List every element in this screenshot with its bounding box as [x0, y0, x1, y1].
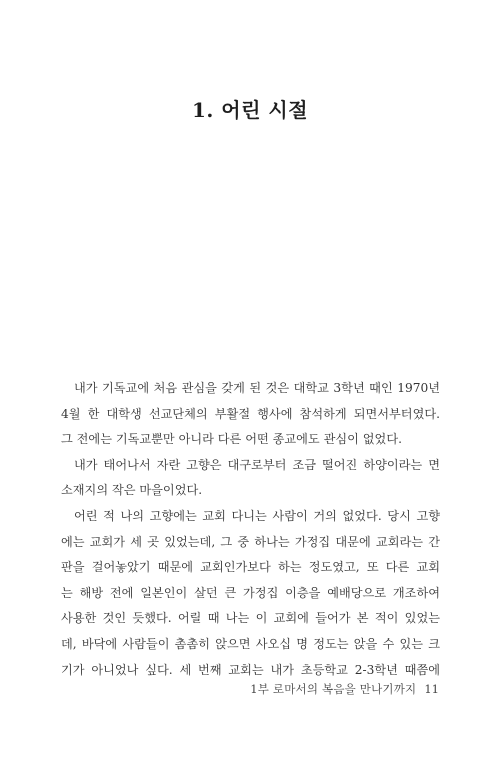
paragraph-line: 소재지의 작은 마을이었다. — [61, 483, 203, 498]
paragraph-line: 내가 기독교에 처음 관심을 갖게 된 것은 대학교 3학년 때인 1970년 — [74, 381, 440, 395]
page-number: 11 — [424, 682, 439, 696]
paragraph-line: 내가 태어나서 자란 고향은 대구로부터 조금 떨어진 하양이라는 면 — [74, 457, 440, 472]
paragraph-line: 판을 걸어놓았기 때문에 교회인가보다 하는 정도였고, 또 다른 교회 — [61, 560, 440, 575]
paragraph-line: 어린 적 나의 고향에는 교회 다니는 사람이 거의 없었다. 당시 고향 — [74, 508, 440, 523]
paragraph-line: 4월 한 대학생 선교단체의 부활절 행사에 참석하게 되면서부터였다. — [61, 406, 440, 421]
paragraph-line: 데, 바닥에 사람들이 촘촘히 앉으면 사오십 명 정도는 앉을 수 있는 크 — [61, 636, 440, 651]
paragraph-line: 사용한 것인 듯했다. 어릴 때 나는 이 교회에 들어가 본 적이 있었는 — [61, 611, 440, 626]
running-title: 1부 로마서의 복음을 만나기까지 — [250, 682, 417, 696]
paragraph-line: 는 해방 전에 일본인이 살던 큰 가정집 이층을 예배당으로 개조하여 — [61, 585, 440, 600]
paragraph-line: 기가 아니었나 싶다. 세 번째 교회는 내가 초등학교 2-3학년 때쯤에 — [61, 662, 440, 677]
body-text — [61, 376, 440, 683]
paragraph-line: 그 전에는 기독교뿐만 아니라 다른 어떤 종교에도 관심이 없었다. — [61, 432, 402, 447]
paragraph-line: 에는 교회가 세 곳 있었는데, 그 중 하나는 가정집 대문에 교회라는 간 — [61, 534, 440, 549]
page-footer — [250, 681, 439, 697]
chapter-title: 1. 어린 시절 — [191, 98, 309, 123]
